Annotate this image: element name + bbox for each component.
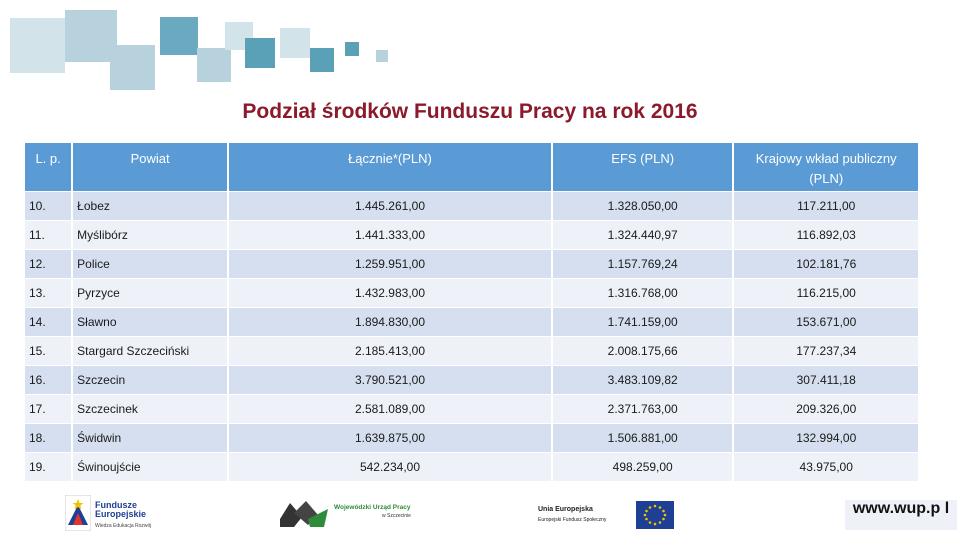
cell-krajowy: 209.326,00	[734, 394, 918, 423]
cell-powiat: Świnoujście	[73, 452, 229, 481]
cell-powiat: Świdwin	[73, 423, 229, 452]
fundusze-logo-line1: Fundusze	[95, 500, 137, 510]
table-row	[25, 423, 918, 452]
cell-efs: 2.008.175,66	[553, 336, 734, 365]
cell-krajowy: 102.181,76	[734, 249, 918, 278]
cell-lp: 18.	[25, 423, 73, 452]
cell-efs: 2.371.763,00	[553, 394, 734, 423]
cell-krajowy: 116.892,03	[734, 220, 918, 249]
cell-lp: 10.	[25, 191, 73, 220]
table-row	[25, 191, 918, 220]
header-powiat: Powiat	[73, 143, 229, 191]
table-row	[25, 394, 918, 423]
cell-krajowy: 177.237,34	[734, 336, 918, 365]
wup-logo-line2: w Szczecinie	[382, 513, 411, 519]
cell-lp: 12.	[25, 249, 73, 278]
eu-flag-icon	[636, 501, 674, 529]
table-row	[25, 220, 918, 249]
cell-lacznie: 542.234,00	[229, 452, 553, 481]
wup-logo	[280, 493, 430, 533]
fundusze-logo-line2: Europejskie	[95, 509, 147, 519]
eu-logo-line2: Europejski Fundusz Społeczny	[538, 517, 607, 523]
cell-lp: 13.	[25, 278, 73, 307]
cell-efs: 1.157.769,24	[553, 249, 734, 278]
table-row	[25, 365, 918, 394]
cell-powiat: Szczecin	[73, 365, 229, 394]
fundusze-logo-line3: Wiedza Edukacja Rozwój	[95, 523, 152, 529]
cell-lp: 15.	[25, 336, 73, 365]
cell-powiat: Szczecinek	[73, 394, 229, 423]
header-krajowy: Krajowy wkład publiczny (PLN)	[734, 143, 918, 191]
header-lp: L. p.	[25, 143, 73, 191]
cell-lacznie: 2.581.089,00	[229, 394, 553, 423]
header-lacznie: Łącznie*(PLN)	[229, 143, 553, 191]
cell-efs: 498.259,00	[553, 452, 734, 481]
cell-powiat: Stargard Szczeciński	[73, 336, 229, 365]
table-row	[25, 452, 918, 481]
cell-krajowy: 132.994,00	[734, 423, 918, 452]
cell-powiat: Police	[73, 249, 229, 278]
eu-logo	[538, 493, 678, 533]
cell-efs: 1.741.159,00	[553, 307, 734, 336]
website-link[interactable]: www.wup.p l	[845, 500, 957, 530]
cell-powiat: Łobez	[73, 191, 229, 220]
cell-lp: 11.	[25, 220, 73, 249]
header-efs: EFS (PLN)	[553, 143, 734, 191]
wup-logo-line1: Wojewódzki Urząd Pracy	[334, 504, 411, 511]
cell-lp: 16.	[25, 365, 73, 394]
cell-powiat: Pyrzyce	[73, 278, 229, 307]
table-row	[25, 249, 918, 278]
cell-krajowy: 153.671,00	[734, 307, 918, 336]
cell-lacznie: 1.259.951,00	[229, 249, 553, 278]
cell-powiat: Sławno	[73, 307, 229, 336]
cell-lacznie: 1.445.261,00	[229, 191, 553, 220]
cell-krajowy: 116.215,00	[734, 278, 918, 307]
cell-efs: 3.483.109,82	[553, 365, 734, 394]
cell-lacznie: 1.639.875,00	[229, 423, 553, 452]
table-header-row	[25, 143, 918, 191]
cell-efs: 1.324.440,97	[553, 220, 734, 249]
cell-lp: 17.	[25, 394, 73, 423]
cell-krajowy: 43.975,00	[734, 452, 918, 481]
cell-lacznie: 1.441.333,00	[229, 220, 553, 249]
table-row	[25, 307, 918, 336]
cell-krajowy: 117.211,00	[734, 191, 918, 220]
cell-lacznie: 1.894.830,00	[229, 307, 553, 336]
page-title: Podział środków Funduszu Pracy na rok 2016	[242, 100, 698, 123]
cell-powiat: Myślibórz	[73, 220, 229, 249]
cell-lacznie: 2.185.413,00	[229, 336, 553, 365]
cell-efs: 1.316.768,00	[553, 278, 734, 307]
cell-krajowy: 307.411,18	[734, 365, 918, 394]
cell-lacznie: 3.790.521,00	[229, 365, 553, 394]
cell-lp: 19.	[25, 452, 73, 481]
cell-lacznie: 1.432.983,00	[229, 278, 553, 307]
cell-efs: 1.506.881,00	[553, 423, 734, 452]
eu-logo-line1: Unia Europejska	[538, 506, 593, 513]
table-row	[25, 278, 918, 307]
cell-lp: 14.	[25, 307, 73, 336]
fundusze-europejskie-logo	[65, 493, 185, 533]
table-row	[25, 336, 918, 365]
funds-table	[25, 143, 918, 481]
cell-efs: 1.328.050,00	[553, 191, 734, 220]
